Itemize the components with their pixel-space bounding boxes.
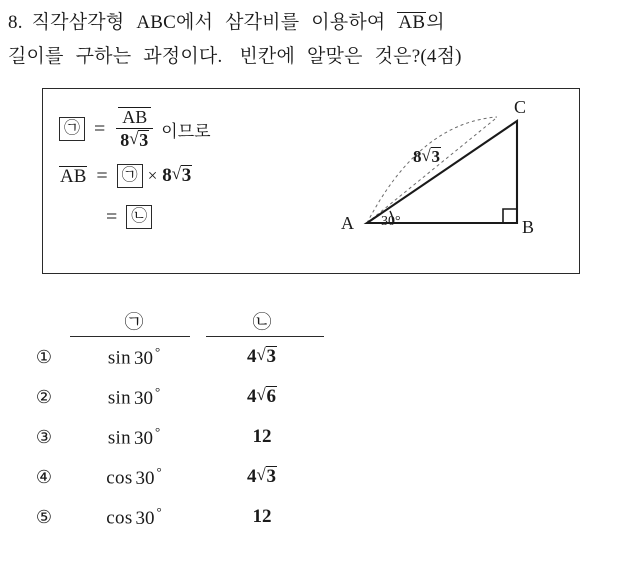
denominator-coefficient: 8 [120, 129, 130, 150]
option-row-5[interactable] [8, 497, 624, 537]
figure-box [42, 88, 580, 274]
radical-coefficient: 4 [247, 466, 257, 487]
sqrt-3-rhs [172, 165, 193, 187]
question-stem [8, 6, 624, 74]
segment-ab-lhs: AB [60, 165, 87, 187]
question-number: 8. [8, 12, 23, 33]
derivation-block [59, 103, 309, 237]
sqrt-3-hypotenuse [422, 147, 442, 167]
sqrt-radicand-rhs: 3 [181, 165, 192, 186]
radicand: 3 [266, 346, 276, 367]
option-row-1[interactable] [8, 337, 624, 377]
radicand: 3 [266, 466, 276, 487]
degree-symbol: ° [154, 424, 161, 440]
rule-spacer [8, 336, 70, 337]
option-number[interactable]: ② [35, 386, 52, 408]
because-text: 이므로 [161, 121, 211, 141]
blank-a-box-1: ㉠ [59, 117, 85, 141]
trig-angle: 30 [135, 507, 155, 529]
trig-function: sin [107, 387, 131, 409]
trig-angle: 30 [133, 387, 153, 409]
fraction-numerator: AB [118, 107, 151, 128]
fraction-denominator [116, 129, 153, 151]
stem-word-11: 것은?(4점) [374, 46, 462, 67]
trig-angle: 30 [133, 427, 153, 449]
stem-word-8: 과정이다. [143, 46, 223, 67]
option-value-b [198, 466, 326, 488]
stem-word-5: 의 [426, 12, 445, 33]
stem-word-9: 빈칸에 [239, 46, 296, 67]
option-number[interactable]: ⑤ [35, 506, 52, 528]
question-line-1 [8, 6, 624, 40]
rule-gap [190, 336, 206, 337]
derivation-row-3 [97, 197, 309, 237]
option-value-b: 12 [252, 506, 272, 527]
degree-symbol: ° [154, 344, 161, 360]
degree-symbol: ° [156, 504, 162, 520]
stem-word-10: 알맞은 [307, 46, 363, 67]
sqrt-icon [257, 386, 278, 408]
header-rule-a [70, 336, 190, 337]
option-number[interactable]: ④ [35, 466, 52, 488]
option-value-a [70, 424, 198, 449]
stem-word-1: 직각삼각형 [31, 12, 125, 33]
options-header-a: ㉠ [124, 312, 144, 333]
header-rule-b [206, 336, 324, 337]
question-line-2 [8, 40, 624, 74]
trig-function: cos [106, 507, 133, 529]
trig-function: sin [107, 347, 131, 369]
trig-function: cos [106, 467, 133, 489]
multiplication-sign: × [147, 166, 158, 185]
stem-word-7: 구하는 [75, 46, 132, 67]
hypotenuse-length-label [413, 147, 441, 167]
sqrt-icon [257, 346, 278, 368]
radicand: 6 [266, 386, 276, 407]
radical-coefficient: 4 [247, 386, 257, 407]
vertex-label-a: A [341, 213, 354, 233]
option-value-b [198, 346, 326, 368]
option-value-a [70, 384, 198, 409]
equals-sign-1: = [94, 117, 106, 140]
option-number[interactable]: ③ [35, 426, 52, 448]
option-value-b: 12 [252, 426, 272, 447]
blank-b-box: ㉡ [126, 205, 152, 229]
equals-sign-3: = [106, 205, 118, 228]
fraction-ab-over-8root3 [116, 107, 153, 151]
option-row-3[interactable] [8, 417, 624, 457]
stem-word-2: ABC에서 [136, 12, 214, 33]
option-value-a [70, 464, 198, 489]
vertex-label-b: B [522, 217, 535, 237]
sqrt-icon [257, 466, 278, 488]
options-header-b: ㉡ [252, 312, 272, 333]
option-value-b [198, 386, 326, 408]
angle-label-30: 30° [381, 214, 401, 229]
trig-angle: 30 [135, 467, 155, 489]
derivation-row-2 [59, 155, 309, 197]
equals-sign-2: = [96, 164, 108, 187]
stem-word-3: 삼각비를 [225, 12, 300, 33]
option-row-2[interactable] [8, 377, 624, 417]
option-number[interactable]: ① [35, 346, 52, 368]
answer-options [8, 300, 624, 537]
derivation-row-1 [59, 103, 309, 155]
stem-word-4: 이용하여 [311, 12, 386, 33]
radical-coefficient: 4 [247, 346, 257, 367]
degree-symbol: ° [156, 464, 162, 480]
coefficient-8: 8 [162, 165, 172, 186]
hypotenuse-coefficient: 8 [413, 147, 422, 166]
option-row-4[interactable] [8, 457, 624, 497]
vertex-label-c: C [514, 97, 527, 117]
stem-word-6: 길이를 [8, 46, 64, 67]
trig-function: sin [107, 427, 131, 449]
options-header-row [8, 300, 624, 334]
sqrt-3-denominator [129, 130, 149, 151]
triangle-diagram [319, 95, 569, 267]
trig-angle: 30 [133, 347, 153, 369]
degree-symbol: ° [154, 384, 161, 400]
sqrt-radicand-hypotenuse: 3 [431, 147, 440, 166]
sqrt-radicand-denominator: 3 [139, 129, 149, 150]
blank-a-box-2: ㉠ [117, 164, 143, 188]
option-value-a [70, 344, 198, 369]
segment-ab-stem: AB [398, 12, 426, 33]
option-value-a [70, 504, 198, 529]
